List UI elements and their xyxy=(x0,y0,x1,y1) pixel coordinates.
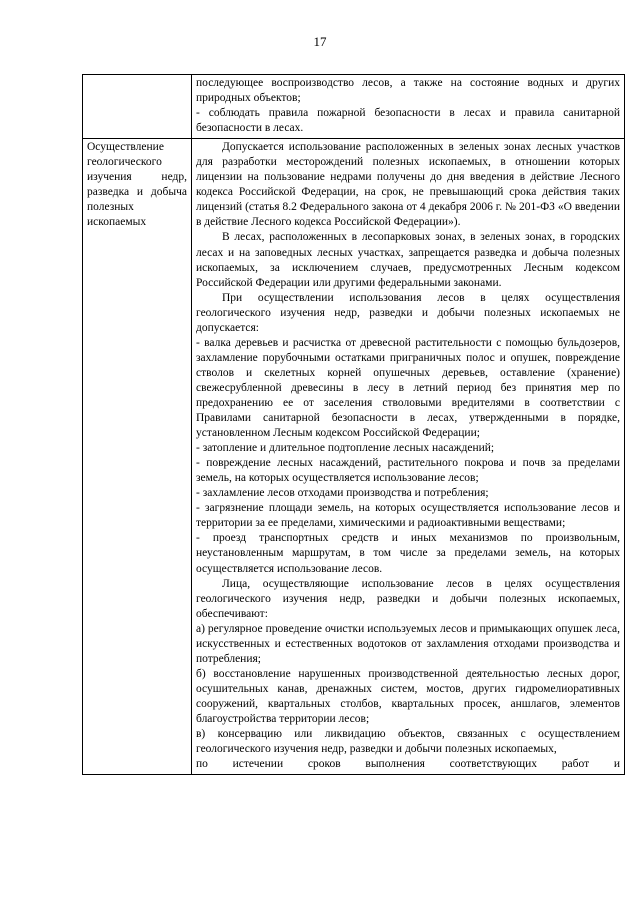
list-item: - затопление и длительное подтопление лесных насаждений; xyxy=(196,442,495,455)
paragraph: - соблюдать правила пожарной безопасности в лесах и правила санитарной безопасности в лесах. xyxy=(196,107,620,135)
table-row xyxy=(83,139,625,775)
list-item: в) консервацию или ликвидацию объектов, связанных с осуществлением геологического изучения недр, разведки и добычи полезных ископаемых, xyxy=(196,728,620,756)
list-item-continuation: по истечении сроков выполнения соответствующих работ и xyxy=(196,758,620,771)
list-item: б) восстановление нарушенных производственной деятельностью лесных дорог, осушительных канав, дренажных систем, мостов, других гидромелиоративных сооружений, квартальных столбов, квартальных просек, аншлагов, элементов благоустройства территории лесов; xyxy=(196,667,620,725)
row1-left-cell xyxy=(83,75,192,139)
list-item: - загрязнение площади земель, на которых осуществляется использование лесов и территории за ее пределами, химическими и радиоактивными веществами; xyxy=(196,502,620,530)
paragraph: последующее воспроизводство лесов, а также на состояние водных и других природных объектов; xyxy=(196,77,620,105)
list-item: а) регулярное проведение очистки используемых лесов и примыкающих опушек леса, искусственных и естественных водотоков от захламления отходами производства и потребления; xyxy=(196,622,620,665)
paragraph: Допускается использование расположенных в зеленых зонах лесных участков для разработки месторождений полезных ископаемых, в отношении которых лицензии на пользование недрами получены до дня введения в действие Лесного кодекса Российской Федерации, на срок, не превышающий срока действия таких лицензий (статья 8.2 Федерального закона от 4 декабря 2006 г. № 201-ФЗ «О введении в действие Лесного кодекса Российской Федерации»). xyxy=(196,141,620,229)
regulation-table xyxy=(82,74,625,775)
row2-right-cell xyxy=(192,139,625,775)
paragraph: При осуществлении использования лесов в целях осуществления геологического изучения недр, разведки и добычи полезных ископаемых не допускается: xyxy=(196,291,620,334)
list-item: - повреждение лесных насаждений, растительного покрова и почв за пределами земель, на которых осуществляется использование лесов; xyxy=(196,457,620,485)
paragraph: Лица, осуществляющие использование лесов в целях осуществления геологического изучения недр, разведки и добычи полезных ископаемых, обеспечивают: xyxy=(196,577,620,620)
page-number: 17 xyxy=(313,34,327,49)
list-item: - захламление лесов отходами производства и потребления; xyxy=(196,487,489,500)
table-row xyxy=(83,75,625,139)
list-item: - проезд транспортных средств и иных механизмов по произвольным, неустановленным маршрутам, в том числе за пределами земель, на которых осуществляется использование лесов. xyxy=(196,532,620,575)
paragraph: В лесах, расположенных в лесопарковых зонах, в зеленых зонах, в городских лесах и на заповедных лесных участках, запрещается разведка и добыча полезных ископаемых, за исключением случаев, предусмотренных Лесным кодексом Российской Федерации или другими федеральными законами. xyxy=(196,231,620,289)
row1-right-cell xyxy=(192,75,625,139)
row2-left-cell xyxy=(83,139,192,775)
activity-type-label: Осуществление геологического изучения недр, разведка и добыча полезных ископаемых xyxy=(87,141,187,229)
list-item: - валка деревьев и расчистка от древесной растительности с помощью бульдозеров, захламление порубочными остатками приграничных полос и опушек, повреждение стволов и скелетных корней опушечных деревьев, оставление (хранение) свежесрубленной древесины в лесу в летний период без принятия мер по предохранению ее от заселения стволовыми вредителями в соответствии с Правилами санитарной безопасности в лесах, утвержденными в порядке, установленном Лесным кодексом Российской Федерации; xyxy=(196,336,620,440)
